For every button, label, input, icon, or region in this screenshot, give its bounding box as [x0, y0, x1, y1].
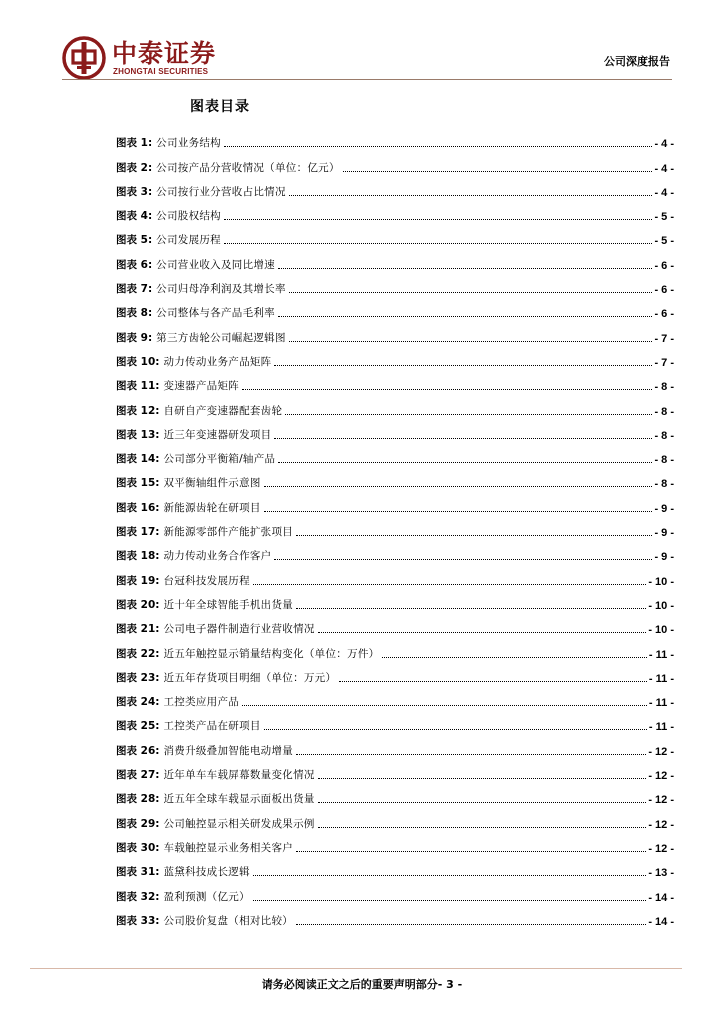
toc-entry-page: - 14 - [648, 915, 674, 928]
toc-entry-title: 蓝黛科技成长逻辑 [163, 866, 250, 879]
toc-entry-page: - 9 - [654, 502, 674, 515]
footer-page-number: - 3 - [437, 978, 463, 991]
toc-entry-title: 变速器产品矩阵 [163, 380, 240, 393]
toc-dot-leader [296, 924, 646, 925]
toc-entry-label: 图表 33: [116, 914, 160, 927]
toc-dot-leader [224, 219, 652, 220]
toc-entry-page: - 5 - [654, 235, 674, 248]
toc-entry-page: - 14 - [648, 891, 674, 904]
toc-dot-leader [264, 486, 653, 487]
toc-dot-leader [278, 316, 652, 317]
toc-entry[interactable] [116, 709, 674, 733]
toc-dot-leader [264, 729, 647, 730]
toc-dot-leader [264, 511, 653, 512]
toc-entry-page: - 4 - [654, 138, 674, 151]
toc-dot-leader [274, 559, 652, 560]
toc-entry[interactable] [116, 150, 674, 174]
toc-list [116, 126, 674, 928]
toc-entry[interactable] [116, 661, 674, 685]
toc-entry-title: 动力传动业务产品矩阵 [163, 355, 272, 368]
document-type: 公司深度报告 [604, 55, 670, 68]
toc-dot-leader [224, 146, 652, 147]
toc-dot-leader [318, 632, 647, 633]
toc-dot-leader [242, 705, 647, 706]
toc-dot-leader [253, 875, 646, 876]
toc-entry-label: 图表 27: [116, 769, 160, 782]
toc-entry-label: 图表 2: [116, 161, 153, 174]
toc-entry-title: 新能源零部件产能扩张项目 [163, 526, 294, 539]
header-divider [62, 79, 672, 80]
toc-dot-leader [339, 681, 647, 682]
toc-entry-page: - 12 - [648, 818, 674, 831]
toc-entry-label: 图表 11: [116, 380, 160, 393]
toc-entry[interactable] [116, 418, 674, 442]
toc-dot-leader [289, 195, 653, 196]
footer-disclaimer: 请务必阅读正文之后的重要声明部分 [261, 978, 438, 991]
toc-entry-page: - 8 - [654, 405, 674, 418]
toc-entry-page: - 12 - [648, 745, 674, 758]
toc-entry-page: - 10 - [648, 599, 674, 612]
toc-entry-page: - 9 - [654, 551, 674, 564]
toc-entry-page: - 11 - [648, 672, 674, 685]
toc-entry-label: 图表 22: [116, 647, 160, 660]
toc-entry-title: 近年单车车载屏幕数量变化情况 [163, 769, 315, 782]
toc-entry-title: 公司部分平衡箱/轴产品 [163, 453, 276, 466]
toc-entry-title: 自研自产变速器配套齿轮 [163, 404, 283, 417]
toc-entry-label: 图表 31: [116, 866, 160, 879]
toc-entry[interactable] [116, 879, 674, 903]
toc-entry-page: - 8 - [654, 429, 674, 442]
page-footer [0, 976, 724, 992]
toc-dot-leader [274, 438, 652, 439]
toc-dot-leader [278, 268, 652, 269]
toc-entry-page: - 12 - [648, 770, 674, 783]
toc-entry-title: 近十年全球智能手机出货量 [163, 598, 294, 611]
toc-entry[interactable] [116, 904, 674, 928]
toc-entry-label: 图表 26: [116, 744, 160, 757]
toc-entry-label: 图表 23: [116, 671, 160, 684]
toc-dot-leader [343, 171, 653, 172]
toc-entry-page: - 11 - [648, 721, 674, 734]
toc-entry-page: - 13 - [648, 867, 674, 880]
toc-entry[interactable] [116, 733, 674, 757]
toc-entry-title: 近五年存货项目明细（单位：万元） [163, 671, 337, 684]
toc-entry-page: - 4 - [654, 162, 674, 175]
toc-dot-leader [242, 389, 652, 390]
toc-entry-title: 公司整体与各产品毛利率 [156, 307, 275, 320]
toc-entry-title: 台冠科技发展历程 [163, 574, 250, 587]
toc-dot-leader [296, 535, 652, 536]
toc-entry[interactable] [116, 223, 674, 247]
toc-entry-page: - 10 - [648, 624, 674, 637]
toc-entry-label: 图表 5: [116, 234, 153, 247]
toc-entry[interactable] [116, 806, 674, 830]
toc-entry-label: 图表 13: [116, 428, 160, 441]
toc-entry-title: 公司归母净利润及其增长率 [156, 283, 286, 296]
toc-entry[interactable] [116, 612, 674, 636]
toc-entry-label: 图表 10: [116, 355, 160, 368]
toc-entry-label: 图表 24: [116, 696, 160, 709]
toc-entry-label: 图表 16: [116, 501, 160, 514]
brand-name-cn: 中泰证券 [112, 39, 217, 68]
toc-dot-leader [278, 462, 652, 463]
toc-entry-label: 图表 4: [116, 210, 153, 223]
toc-entry-label: 图表 29: [116, 817, 160, 830]
toc-entry-page: - 8 - [654, 454, 674, 467]
toc-dot-leader [296, 608, 646, 609]
toc-entry[interactable] [116, 636, 674, 660]
toc-entry-title: 公司发展历程 [156, 234, 221, 247]
toc-entry[interactable] [116, 320, 674, 344]
toc-dot-leader [285, 414, 652, 415]
toc-entry[interactable] [116, 296, 674, 320]
toc-entry[interactable] [116, 175, 674, 199]
toc-entry[interactable] [116, 831, 674, 855]
toc-entry-page: - 6 - [654, 308, 674, 321]
toc-entry[interactable] [116, 782, 674, 806]
toc-entry-title: 近五年触控显示销量结构变化（单位：万件） [163, 647, 380, 660]
toc-entry-title: 工控类应用产品 [163, 696, 240, 709]
toc-entry[interactable] [116, 247, 674, 271]
toc-entry-label: 图表 28: [116, 793, 160, 806]
toc-dot-leader [296, 754, 646, 755]
toc-entry-title: 公司触控显示相关研发成果示例 [163, 817, 315, 830]
toc-entry[interactable] [116, 855, 674, 879]
toc-entry-page: - 11 - [648, 697, 674, 710]
toc-entry[interactable] [116, 345, 674, 369]
brand-name-en: ZHONGTAI SECURITIES [113, 67, 209, 76]
toc-entry-label: 图表 17: [116, 526, 160, 539]
toc-dot-leader [274, 365, 652, 366]
toc-entry-label: 图表 30: [116, 841, 160, 854]
toc-entry[interactable] [116, 126, 674, 150]
toc-entry-title: 双平衡轴组件示意图 [163, 477, 261, 490]
toc-entry[interactable] [116, 685, 674, 709]
toc-entry-label: 图表 18: [116, 550, 160, 563]
toc-dot-leader [318, 802, 647, 803]
toc-dot-leader [296, 851, 646, 852]
toc-entry-label: 图表 19: [116, 574, 160, 587]
toc-entry-page: - 12 - [648, 842, 674, 855]
toc-entry[interactable] [116, 758, 674, 782]
toc-dot-leader [253, 900, 646, 901]
toc-entry-title: 新能源齿轮在研项目 [163, 501, 261, 514]
toc-entry-label: 图表 8: [116, 307, 153, 320]
toc-entry[interactable] [116, 393, 674, 417]
toc-entry-title: 公司股权结构 [156, 210, 221, 223]
toc-dot-leader [318, 778, 647, 779]
toc-entry-label: 图表 32: [116, 890, 160, 903]
toc-entry[interactable] [116, 539, 674, 563]
toc-entry-page: - 10 - [648, 575, 674, 588]
toc-entry-page: - 9 - [654, 527, 674, 540]
toc-entry[interactable] [116, 563, 674, 587]
toc-entry-title: 车载触控显示业务相关客户 [163, 841, 294, 854]
toc-entry[interactable] [116, 515, 674, 539]
toc-entry-page: - 12 - [648, 794, 674, 807]
toc-entry[interactable] [116, 588, 674, 612]
toc-entry-page: - 7 - [654, 332, 674, 345]
footer-divider [30, 968, 682, 969]
zhongtai-logo-icon [62, 36, 106, 80]
toc-entry-title: 公司按行业分营收占比情况 [156, 185, 286, 198]
toc-entry-page: - 8 - [654, 478, 674, 491]
toc-dot-leader [253, 584, 646, 585]
toc-entry-title: 公司营业收入及同比增速 [156, 258, 275, 271]
toc-entry-title: 近三年变速器研发项目 [163, 428, 272, 441]
toc-dot-leader [289, 341, 653, 342]
toc-entry-label: 图表 7: [116, 283, 153, 296]
toc-entry[interactable] [116, 272, 674, 296]
toc-entry-label: 图表 15: [116, 477, 160, 490]
toc-entry-label: 图表 20: [116, 598, 160, 611]
toc-entry-title: 公司电子器件制造行业营收情况 [163, 623, 315, 636]
toc-entry-label: 图表 1: [116, 137, 153, 150]
toc-entry-page: - 4 - [654, 186, 674, 199]
toc-entry-title: 动力传动业务合作客户 [163, 550, 272, 563]
toc-entry[interactable] [116, 466, 674, 490]
toc-dot-leader [382, 657, 646, 658]
toc-entry[interactable] [116, 490, 674, 514]
toc-dot-leader [289, 292, 653, 293]
toc-entry-title: 公司业务结构 [156, 137, 221, 150]
toc-entry[interactable] [116, 369, 674, 393]
toc-entry-label: 图表 12: [116, 404, 160, 417]
toc-entry[interactable] [116, 442, 674, 466]
toc-entry-page: - 11 - [648, 648, 674, 661]
toc-entry-page: - 5 - [654, 211, 674, 224]
toc-entry-title: 工控类产品在研项目 [163, 720, 261, 733]
toc-entry-title: 公司股价复盘（相对比较） [163, 914, 294, 927]
toc-entry-title: 第三方齿轮公司崛起逻辑图 [156, 331, 286, 344]
toc-entry-page: - 6 - [654, 259, 674, 272]
toc-dot-leader [224, 243, 652, 244]
toc-entry-label: 图表 9: [116, 331, 153, 344]
toc-entry-page: - 6 - [654, 284, 674, 297]
toc-title: 图表目录 [190, 99, 250, 115]
toc-entry-label: 图表 14: [116, 453, 160, 466]
toc-entry-title: 近五年全球车载显示面板出货量 [163, 793, 315, 806]
toc-entry-title: 消费升级叠加智能电动增量 [163, 744, 294, 757]
toc-dot-leader [318, 827, 647, 828]
toc-entry-label: 图表 21: [116, 623, 160, 636]
toc-entry[interactable] [116, 199, 674, 223]
toc-entry-title: 盈利预测（亿元） [163, 890, 250, 903]
toc-entry-label: 图表 25: [116, 720, 160, 733]
toc-entry-label: 图表 6: [116, 258, 153, 271]
page-header [0, 0, 724, 90]
toc-entry-page: - 7 - [654, 356, 674, 369]
toc-entry-label: 图表 3: [116, 185, 153, 198]
toc-entry-page: - 8 - [654, 381, 674, 394]
toc-entry-title: 公司按产品分营收情况（单位：亿元） [156, 161, 340, 174]
